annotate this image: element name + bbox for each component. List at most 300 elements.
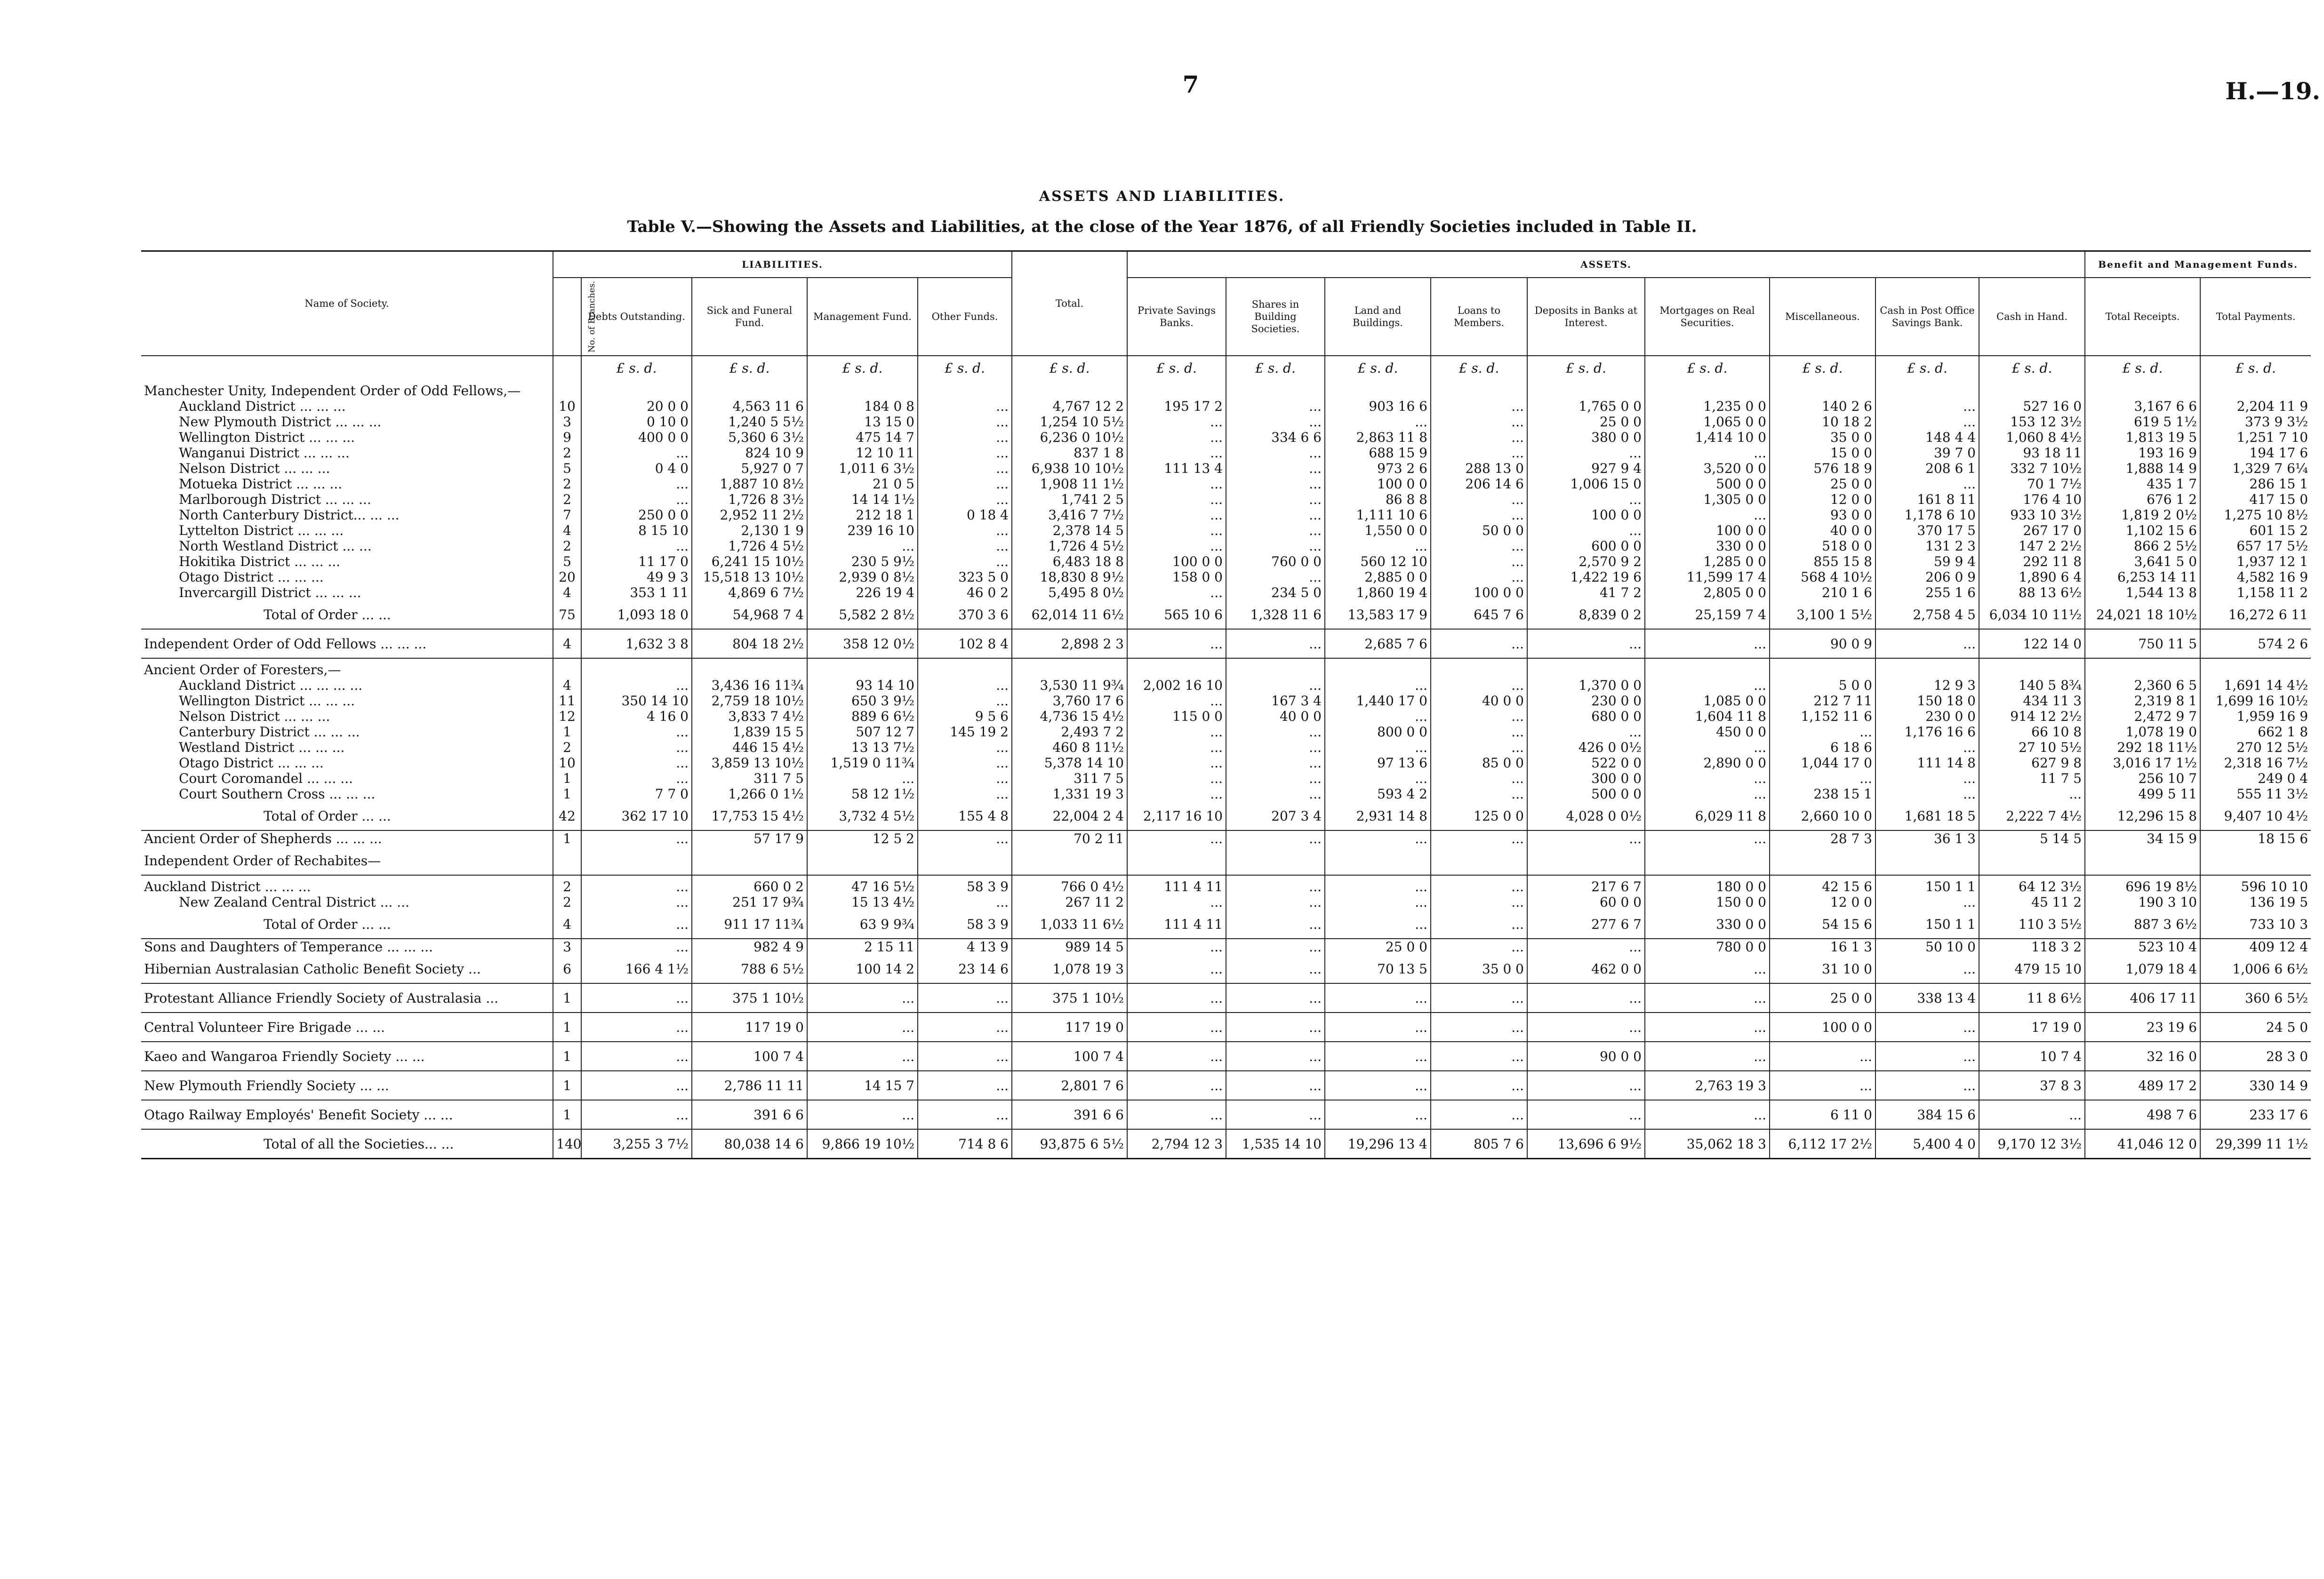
total-row [141, 600, 2311, 629]
amount-cell: ... [1431, 983, 1527, 1013]
society-name: Otago District ... ... ... [179, 569, 324, 585]
total-row [141, 1129, 2311, 1159]
amount-cell: 100 0 0 [1431, 585, 1527, 600]
currency-cell: £ s. d. [2085, 356, 2200, 380]
amount-cell: 680 0 0 [1527, 709, 1645, 724]
amount-cell: 29,399 11 1½ [2200, 1129, 2311, 1159]
amount-cell: 210 1 6 [1770, 585, 1875, 600]
amount-cell: 70 2 11 [1012, 830, 1127, 846]
amount-cell: 475 14 7 [807, 430, 918, 445]
amount-cell: 206 0 9 [1875, 569, 1979, 585]
amount-cell: 507 12 7 [807, 724, 918, 740]
amount-cell: 12 5 2 [807, 830, 918, 846]
amount-cell: 6,483 18 8 [1012, 554, 1127, 569]
society-row [141, 492, 2311, 507]
currency-cell: £ s. d. [692, 356, 807, 380]
amount-cell: 18,830 8 9½ [1012, 569, 1127, 585]
amount-cell: 0 4 0 [581, 461, 692, 476]
amount-cell [918, 380, 1012, 399]
amount-cell: 4 13 9 [918, 939, 1012, 955]
society-name: Ancient Order of Foresters,— [144, 662, 341, 678]
amount-cell: 54 15 6 [1770, 910, 1875, 939]
society-row [141, 1042, 2311, 1071]
amount-cell: 2,885 0 0 [1325, 569, 1431, 585]
amount-cell [807, 846, 918, 875]
amount-cell: ... [1431, 709, 1527, 724]
branches-cell: 1 [553, 1100, 581, 1129]
amount-cell: ... [1875, 476, 1979, 492]
amount-cell: 15,518 13 10½ [692, 569, 807, 585]
amount-cell: 409 12 4 [2200, 939, 2311, 955]
currency-cell: £ s. d. [2200, 356, 2311, 380]
amount-cell: 1,544 13 8 [2085, 585, 2200, 600]
amount-cell: 249 0 4 [2200, 771, 2311, 786]
branches-cell: 2 [553, 476, 581, 492]
branches-cell: 5 [553, 554, 581, 569]
amount-cell: ... [1325, 1100, 1431, 1129]
amount-cell: 1,959 16 9 [2200, 709, 2311, 724]
amount-cell: ... [1770, 724, 1875, 740]
currency-cell: £ s. d. [807, 356, 918, 380]
amount-cell [1226, 380, 1325, 399]
amount-cell: 2,794 12 3 [1127, 1129, 1226, 1159]
amount-cell: 323 5 0 [918, 569, 1012, 585]
amount-cell: 145 19 2 [918, 724, 1012, 740]
amount-cell: ... [1127, 507, 1226, 523]
branches-cell: 4 [553, 678, 581, 693]
amount-cell: 1,329 7 6¼ [2200, 461, 2311, 476]
amount-cell: 212 18 1 [807, 507, 918, 523]
amount-cell: 193 16 9 [2085, 445, 2200, 461]
amount-cell: 311 7 5 [692, 771, 807, 786]
amount-cell: 100 0 0 [1325, 476, 1431, 492]
amount-cell: 1,888 14 9 [2085, 461, 2200, 476]
amount-cell: ... [1527, 445, 1645, 461]
amount-cell: ... [1431, 910, 1527, 939]
funds-group-header: Benefit and Management Funds. [2085, 251, 2311, 278]
amount-cell: ... [918, 414, 1012, 430]
amount-cell [2200, 658, 2311, 678]
amount-cell: ... [1431, 1013, 1527, 1042]
amount-cell: ... [1875, 414, 1979, 430]
amount-cell: ... [1127, 476, 1226, 492]
amount-cell: 34 15 9 [2085, 830, 2200, 846]
amount-cell [807, 658, 918, 678]
amount-cell: ... [1431, 894, 1527, 910]
amount-cell: 24,021 18 10½ [2085, 600, 2200, 629]
amount-cell: 13 13 7½ [807, 740, 918, 755]
society-row [141, 983, 2311, 1013]
amount-cell: 1,331 19 3 [1012, 786, 1127, 802]
amount-cell: 140 5 8¾ [1979, 678, 2085, 693]
society-name: Nelson District ... ... ... [179, 461, 330, 476]
amount-cell: 1,060 8 4½ [1979, 430, 2085, 445]
amount-cell [1012, 380, 1127, 399]
amount-cell: 450 0 0 [1645, 724, 1770, 740]
amount-cell: ... [918, 523, 1012, 538]
amount-cell: ... [1527, 629, 1645, 658]
amount-cell: 479 15 10 [1979, 955, 2085, 983]
amount-cell: 25 0 0 [1527, 414, 1645, 430]
amount-cell: ... [1875, 1071, 1979, 1100]
amount-cell: 1,414 10 0 [1645, 430, 1770, 445]
currency-cell [141, 356, 553, 380]
amount-cell: 370 3 6 [918, 600, 1012, 629]
amount-cell: 42 15 6 [1770, 875, 1875, 894]
amount-cell: 28 3 0 [2200, 1042, 2311, 1071]
society-name: Protestant Alliance Friendly Society of Australasia ... [141, 983, 553, 1013]
amount-cell: 5,360 6 3½ [692, 430, 807, 445]
currency-cell: £ s. d. [1127, 356, 1226, 380]
amount-cell: 973 2 6 [1325, 461, 1431, 476]
society-row [141, 414, 2311, 430]
amount-cell: 11 8 6½ [1979, 983, 2085, 1013]
amount-cell: 19,296 13 4 [1325, 1129, 1431, 1159]
amount-cell: ... [581, 476, 692, 492]
amount-cell: ... [918, 786, 1012, 802]
amount-cell: 50 0 0 [1431, 523, 1527, 538]
col-shares-header: Shares in Building Societies. [1226, 278, 1325, 356]
amount-cell: ... [807, 1100, 918, 1129]
amount-cell: 989 14 5 [1012, 939, 1127, 955]
total-row [141, 910, 2311, 939]
amount-cell: 1,604 11 8 [1645, 709, 1770, 724]
amount-cell: 1,813 19 5 [2085, 430, 2200, 445]
branches-cell: 75 [553, 600, 581, 629]
amount-cell: ... [1431, 830, 1527, 846]
society-row [141, 875, 2311, 894]
amount-cell: ... [1226, 399, 1325, 414]
amount-cell: ... [1875, 1042, 1979, 1071]
amount-cell: 4,869 6 7½ [692, 585, 807, 600]
amount-cell: 150 0 0 [1645, 894, 1770, 910]
amount-cell [1527, 380, 1645, 399]
amount-cell: ... [1645, 1042, 1770, 1071]
society-name: Auckland District ... ... ... [179, 399, 346, 414]
amount-cell: 1,819 2 0½ [2085, 507, 2200, 523]
amount-cell: ... [1226, 771, 1325, 786]
amount-cell: 6,938 10 10½ [1012, 461, 1127, 476]
amount-cell: 25 0 0 [1770, 983, 1875, 1013]
amount-cell: ... [1127, 755, 1226, 771]
amount-cell: ... [1527, 830, 1645, 846]
society-name: Marlborough District ... ... ... [179, 492, 371, 507]
amount-cell: 11,599 17 4 [1645, 569, 1770, 585]
amount-cell: 131 2 3 [1875, 538, 1979, 554]
amount-cell: 3,530 11 9¾ [1012, 678, 1127, 693]
amount-cell: 50 10 0 [1875, 939, 1979, 955]
amount-cell: 330 0 0 [1645, 538, 1770, 554]
amount-cell: ... [1127, 740, 1226, 755]
society-row [141, 678, 2311, 693]
amount-cell: ... [1226, 740, 1325, 755]
amount-cell: 267 11 2 [1012, 894, 1127, 910]
amount-cell: 6 18 6 [1770, 740, 1875, 755]
society-row [141, 1071, 2311, 1100]
amount-cell: ... [1127, 771, 1226, 786]
amount-cell: ... [1325, 910, 1431, 939]
society-name: Motueka District ... ... ... [179, 476, 343, 492]
branches-cell: 4 [553, 910, 581, 939]
amount-cell: 914 12 2½ [1979, 709, 2085, 724]
amount-cell: 866 2 5½ [2085, 538, 2200, 554]
amount-cell: 593 4 2 [1325, 786, 1431, 802]
assets-liabilities-table [141, 250, 2311, 1159]
amount-cell [2085, 658, 2200, 678]
society-name: Wellington District ... ... ... [179, 430, 355, 445]
branches-cell: 3 [553, 939, 581, 955]
amount-cell: 2,939 0 8½ [807, 569, 918, 585]
table-caption: Table V.—Showing the Assets and Liabilities, at the close of the Year 1876, of all Friendly Societies included in Table II. [627, 217, 1697, 236]
col-other-header: Other Funds. [918, 278, 1012, 356]
report-reference: H.—19. [2225, 77, 2320, 105]
amount-cell: 100 14 2 [807, 955, 918, 983]
branches-cell: 140 [553, 1129, 581, 1159]
amount-cell: ... [918, 461, 1012, 476]
amount-cell: 1,370 0 0 [1527, 678, 1645, 693]
amount-cell: ... [1226, 830, 1325, 846]
amount-cell: ... [1226, 955, 1325, 983]
amount-cell: 2,204 11 9 [2200, 399, 2311, 414]
amount-cell: 117 19 0 [692, 1013, 807, 1042]
amount-cell: ... [1226, 507, 1325, 523]
amount-cell: 100 7 4 [1012, 1042, 1127, 1071]
amount-cell: 15 13 4½ [807, 894, 918, 910]
amount-cell: 426 0 0½ [1527, 740, 1645, 755]
amount-cell: 10 7 4 [1979, 1042, 2085, 1071]
amount-cell: 35 0 0 [1770, 430, 1875, 445]
amount-cell: 5,495 8 0½ [1012, 585, 1127, 600]
amount-cell: ... [1127, 492, 1226, 507]
amount-cell: 1,266 0 1½ [692, 786, 807, 802]
amount-cell [1875, 658, 1979, 678]
amount-cell: 230 0 0 [1875, 709, 1979, 724]
society-row [141, 771, 2311, 786]
amount-cell: 1,726 8 3½ [692, 492, 807, 507]
society-row [141, 939, 2311, 955]
amount-cell: ... [581, 830, 692, 846]
society-name: Auckland District ... ... ... ... [179, 678, 363, 693]
society-row [141, 445, 2311, 461]
amount-cell: 292 11 8 [1979, 554, 2085, 569]
amount-cell: 3,255 3 7½ [581, 1129, 692, 1159]
branches-cell [553, 658, 581, 678]
amount-cell: 375 1 10½ [692, 983, 807, 1013]
amount-cell: 8,839 0 2 [1527, 600, 1645, 629]
amount-cell: ... [1325, 1042, 1431, 1071]
amount-cell [2085, 846, 2200, 875]
society-row [141, 658, 2311, 678]
society-row [141, 538, 2311, 554]
amount-cell: 251 17 9¾ [692, 894, 807, 910]
amount-cell: 63 9 9¾ [807, 910, 918, 939]
society-name: Ancient Order of Shepherds ... ... ... [144, 831, 382, 846]
amount-cell: 161 8 11 [1875, 492, 1979, 507]
amount-cell: 2,378 14 5 [1012, 523, 1127, 538]
amount-cell: ... [918, 430, 1012, 445]
amount-cell: 4,736 15 4½ [1012, 709, 1127, 724]
amount-cell: 462 0 0 [1527, 955, 1645, 983]
amount-cell: ... [1325, 894, 1431, 910]
amount-cell: ... [1431, 724, 1527, 740]
amount-cell: ... [1527, 492, 1645, 507]
amount-cell: 2 15 11 [807, 939, 918, 955]
amount-cell: ... [1127, 445, 1226, 461]
amount-cell: 2,570 9 2 [1527, 554, 1645, 569]
amount-cell: 270 12 5½ [2200, 740, 2311, 755]
amount-cell: 17 19 0 [1979, 1013, 2085, 1042]
amount-cell: 362 17 10 [581, 802, 692, 830]
amount-cell: 1,726 4 5½ [1012, 538, 1127, 554]
amount-cell: ... [1325, 1071, 1431, 1100]
amount-cell: 195 17 2 [1127, 399, 1226, 414]
amount-cell: 911 17 11¾ [692, 910, 807, 939]
amount-cell: 234 5 0 [1226, 585, 1325, 600]
amount-cell: 1,550 0 0 [1325, 523, 1431, 538]
amount-cell: 111 4 11 [1127, 875, 1226, 894]
society-row [141, 554, 2311, 569]
amount-cell: ... [1226, 492, 1325, 507]
amount-cell: 1,860 19 4 [1325, 585, 1431, 600]
section-title: ASSETS AND LIABILITIES. [1039, 188, 1285, 205]
amount-cell: 3,641 5 0 [2085, 554, 2200, 569]
amount-cell: 696 19 8½ [2085, 875, 2200, 894]
branches-cell [553, 846, 581, 875]
society-name: Canterbury District ... ... ... [179, 724, 360, 740]
amount-cell: 58 3 9 [918, 875, 1012, 894]
society-name: New Zealand Central District ... ... [179, 894, 409, 910]
amount-cell [1431, 658, 1527, 678]
amount-cell: 28 7 3 [1770, 830, 1875, 846]
amount-cell: 1,065 0 0 [1645, 414, 1770, 430]
amount-cell: ... [1226, 414, 1325, 430]
amount-cell: 2,763 19 3 [1645, 1071, 1770, 1100]
amount-cell: 523 10 4 [2085, 939, 2200, 955]
amount-cell: 360 6 5½ [2200, 983, 2311, 1013]
amount-cell: 207 3 4 [1226, 802, 1325, 830]
amount-cell: 9,407 10 4½ [2200, 802, 2311, 830]
society-row [141, 846, 2311, 875]
amount-cell: 2,472 9 7 [2085, 709, 2200, 724]
amount-cell: ... [1127, 724, 1226, 740]
amount-cell: 1,006 15 0 [1527, 476, 1645, 492]
amount-cell: 330 0 0 [1645, 910, 1770, 939]
amount-cell: 66 10 8 [1979, 724, 2085, 740]
amount-cell: 338 13 4 [1875, 983, 1979, 1013]
amount-cell: ... [1431, 414, 1527, 430]
assets-group-header: ASSETS. [1127, 251, 2085, 278]
amount-cell: 499 5 11 [2085, 786, 2200, 802]
amount-cell: ... [1325, 678, 1431, 693]
amount-cell: 889 6 6½ [807, 709, 918, 724]
amount-cell: 1,176 16 6 [1875, 724, 1979, 740]
amount-cell: ... [1226, 755, 1325, 771]
amount-cell: 2,863 11 8 [1325, 430, 1431, 445]
amount-cell: 11 7 5 [1979, 771, 2085, 786]
amount-cell [1875, 846, 1979, 875]
amount-cell: ... [918, 755, 1012, 771]
amount-cell: ... [1226, 1013, 1325, 1042]
amount-cell: 2,222 7 4½ [1979, 802, 2085, 830]
amount-cell: ... [581, 755, 692, 771]
society-name: North Westland District ... ... [179, 538, 372, 554]
amount-cell: ... [1127, 786, 1226, 802]
branches-cell: 3 [553, 414, 581, 430]
amount-cell: 41 7 2 [1527, 585, 1645, 600]
branches-cell [553, 380, 581, 399]
society-name: Total of Order ... ... [141, 910, 553, 939]
amount-cell: ... [1645, 786, 1770, 802]
amount-cell: 334 6 6 [1226, 430, 1325, 445]
amount-cell: 6,029 11 8 [1645, 802, 1770, 830]
amount-cell: 255 1 6 [1875, 585, 1979, 600]
amount-cell: ... [918, 538, 1012, 554]
society-row [141, 724, 2311, 740]
amount-cell: ... [1325, 875, 1431, 894]
amount-cell: ... [581, 1071, 692, 1100]
amount-cell: ... [1431, 875, 1527, 894]
amount-cell: 25,159 7 4 [1645, 600, 1770, 629]
amount-cell: 1,275 10 8½ [2200, 507, 2311, 523]
currency-cell: £ s. d. [1012, 356, 1127, 380]
branches-cell: 2 [553, 894, 581, 910]
amount-cell: ... [1431, 538, 1527, 554]
amount-cell: 13,696 6 9½ [1527, 1129, 1645, 1159]
amount-cell: ... [1645, 678, 1770, 693]
society-name: Central Volunteer Fire Brigade ... ... [141, 1013, 553, 1042]
amount-cell: 1,078 19 0 [2085, 724, 2200, 740]
amount-cell: 2,493 7 2 [1012, 724, 1127, 740]
society-row [141, 523, 2311, 538]
amount-cell: 2,890 0 0 [1645, 755, 1770, 771]
amount-cell [1979, 846, 2085, 875]
amount-cell: 2,758 4 5 [1875, 600, 1979, 629]
amount-cell: ... [1127, 894, 1226, 910]
total-row [141, 802, 2311, 830]
amount-cell: 650 3 9½ [807, 693, 918, 709]
branches-cell: 1 [553, 1013, 581, 1042]
amount-cell: 1,093 18 0 [581, 600, 692, 629]
amount-cell: 0 18 4 [918, 507, 1012, 523]
amount-cell: 435 1 7 [2085, 476, 2200, 492]
amount-cell: 400 0 0 [581, 430, 692, 445]
amount-cell: ... [1226, 1100, 1325, 1129]
amount-cell: ... [807, 538, 918, 554]
society-row [141, 786, 2311, 802]
amount-cell [1431, 380, 1527, 399]
amount-cell: 2,319 8 1 [2085, 693, 2200, 709]
amount-cell: 600 0 0 [1527, 538, 1645, 554]
amount-cell: 300 0 0 [1527, 771, 1645, 786]
amount-cell: 380 0 0 [1527, 430, 1645, 445]
amount-cell: ... [1645, 830, 1770, 846]
amount-cell: 1,152 11 6 [1770, 709, 1875, 724]
currency-cell: £ s. d. [1527, 356, 1645, 380]
amount-cell: 4 16 0 [581, 709, 692, 724]
amount-cell: 217 6 7 [1527, 875, 1645, 894]
amount-cell: ... [1431, 771, 1527, 786]
amount-cell: 576 18 9 [1770, 461, 1875, 476]
amount-cell: 2,801 7 6 [1012, 1071, 1127, 1100]
society-name: Sons and Daughters of Temperance ... ... ... [144, 939, 433, 955]
amount-cell: 1,011 6 3½ [807, 461, 918, 476]
amount-cell: 887 3 6½ [2085, 910, 2200, 939]
amount-cell: 2,685 7 6 [1325, 629, 1431, 658]
col-cash-po-header: Cash in Post Office Savings Bank. [1875, 278, 1979, 356]
table-body [141, 356, 2311, 1159]
amount-cell: 1,111 10 6 [1325, 507, 1431, 523]
amount-cell: 93 18 11 [1979, 445, 2085, 461]
